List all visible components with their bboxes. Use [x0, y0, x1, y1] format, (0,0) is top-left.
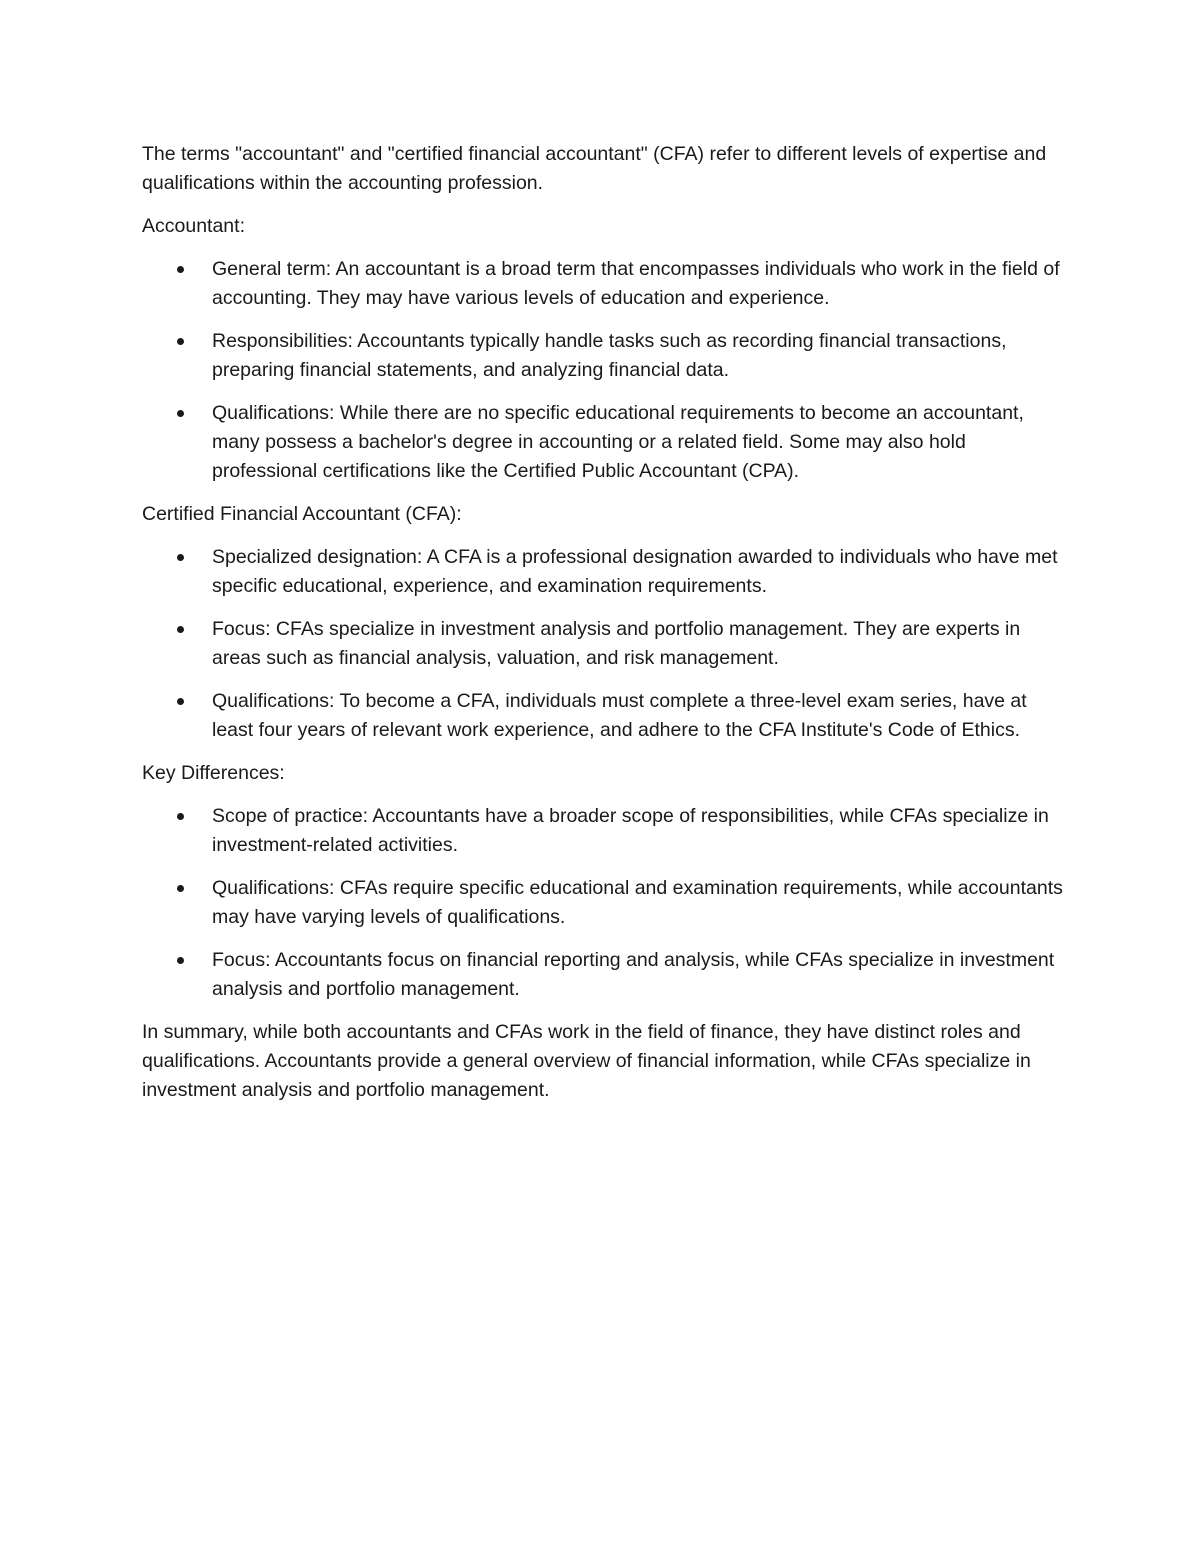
list-item — [142, 543, 1067, 601]
document-page — [142, 140, 1067, 1119]
bullet-list-cfa — [142, 543, 1067, 745]
list-item-text: Focus: CFAs specialize in investment analysis and portfolio management. They are experts in areas such as financial analysis, valuation, and risk management. — [212, 618, 1021, 669]
bullet-icon — [177, 698, 184, 705]
section-heading-key-differences: Key Differences: — [142, 762, 285, 784]
bullet-icon — [177, 957, 184, 964]
list-item-text: Qualifications: CFAs require specific educational and examination requirements, while accountants may have varying levels of qualifications. — [212, 877, 1063, 928]
list-item — [142, 327, 1067, 385]
section-heading-cfa: Certified Financial Accountant (CFA): — [142, 503, 462, 525]
list-item-text: General term: An accountant is a broad term that encompasses individuals who work in the field of accounting. They may have various levels of education and experience. — [212, 258, 1060, 309]
bullet-icon — [177, 885, 184, 892]
list-item — [142, 399, 1067, 486]
bullet-icon — [177, 813, 184, 820]
list-item-text: Qualifications: To become a CFA, individuals must complete a three-level exam series, have at least four years of relevant work experience, and adhere to the CFA Institute's Code of Ethics. — [212, 690, 1027, 741]
list-item-text: Scope of practice: Accountants have a broader scope of responsibilities, while CFAs specialize in investment-related activities. — [212, 805, 1049, 856]
bullet-list-accountant — [142, 255, 1067, 486]
list-item-text: Responsibilities: Accountants typically handle tasks such as recording financial transactions, preparing financial statements, and analyzing financial data. — [212, 330, 1007, 381]
bullet-icon — [177, 410, 184, 417]
list-item — [142, 874, 1067, 932]
bullet-icon — [177, 338, 184, 345]
list-item-text: Specialized designation: A CFA is a professional designation awarded to individuals who have met specific educational, experience, and examination requirements. — [212, 546, 1058, 597]
bullet-icon — [177, 266, 184, 273]
intro-paragraph: The terms "accountant" and "certified financial accountant" (CFA) refer to different levels of expertise and qualifications within the accounting profession. — [142, 143, 1047, 194]
list-item — [142, 946, 1067, 1004]
summary-paragraph: In summary, while both accountants and CFAs work in the field of finance, they have distinct roles and qualifications. Accountants provide a general overview of financial information, while CFAs specialize in investment analysis and portfolio management. — [142, 1021, 1031, 1101]
list-item — [142, 255, 1067, 313]
bullet-list-key-differences — [142, 802, 1067, 1004]
list-item-text: Focus: Accountants focus on financial reporting and analysis, while CFAs specialize in investment analysis and portfolio management. — [212, 949, 1055, 1000]
list-item — [142, 687, 1067, 745]
list-item — [142, 802, 1067, 860]
section-heading-accountant: Accountant: — [142, 215, 245, 237]
list-item-text: Qualifications: While there are no specific educational requirements to become an accountant, many possess a bachelor's degree in accounting or a related field. Some may also hold professional certifications like the Certified Public Accountant (CPA). — [212, 402, 1024, 482]
list-item — [142, 615, 1067, 673]
bullet-icon — [177, 554, 184, 561]
bullet-icon — [177, 626, 184, 633]
